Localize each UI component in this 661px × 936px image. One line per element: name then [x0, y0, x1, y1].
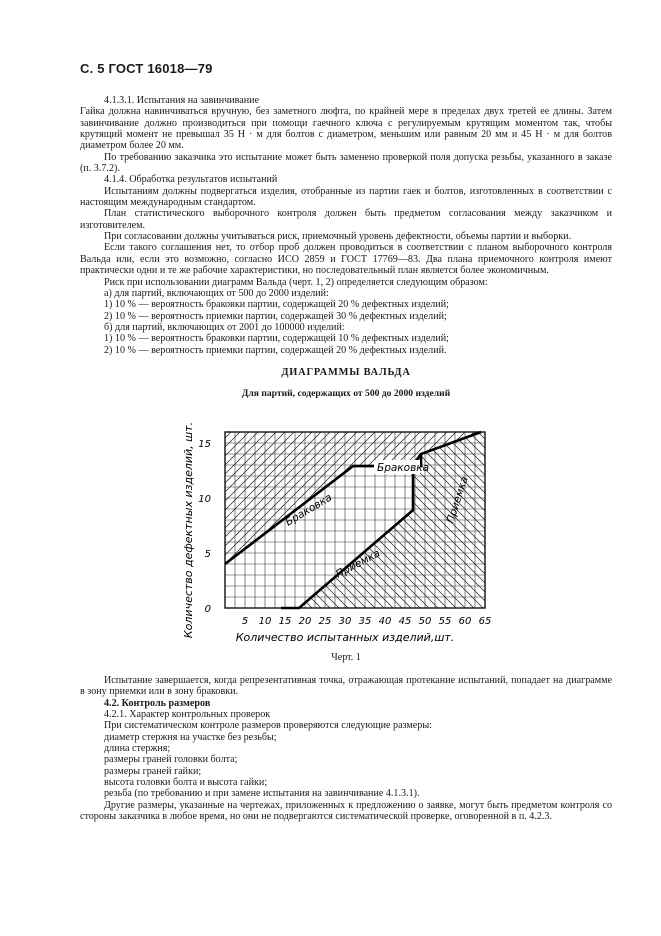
x-tick-label: 65 [478, 616, 492, 627]
paragraph: резьба (по требованию и при замене испытания на завинчивание 4.1.3.1). [104, 788, 420, 800]
paragraph: Если такого соглашения нет, то отбор проб должен проводиться в соответствии с планом выборочного контроля Вальда или, если это возможно, согласно ИСО 2859 и ГОСТ 17769—83. Два плана приемочного контроля имеют практически одни и те же рабочие характеристики, но последовательный план является более экономичным. [80, 242, 612, 277]
x-tick-label: 30 [338, 616, 352, 627]
paragraph: высота головки болта и высота гайки; [104, 777, 268, 789]
text-block-2 [80, 675, 612, 822]
x-tick-label: 50 [418, 616, 432, 627]
y-tick-label: 0 [204, 604, 211, 615]
y-tick-label: 10 [198, 494, 211, 505]
paragraph: 1) 10 % — вероятность браковки партии, содержащей 10 % дефектных изделий; [104, 333, 449, 345]
paragraph: б) для партий, включающих от 2001 до 100000 изделий: [104, 321, 345, 333]
paragraph: Испытаниям должны подвергаться изделия, отобранные из партии гаек и болтов, изготовленных в соответствии с настоящим международным стандартом. [80, 185, 612, 209]
diagram-subtitle: Для партий, содержащих от 500 до 2000 изделий [241, 388, 451, 399]
paragraph: 4.1.4. Обработка результатов испытаний [104, 174, 278, 186]
hatch-line [490, 408, 510, 644]
x-tick-label: 5 [241, 616, 249, 627]
figure-caption: Черт. 1 [331, 652, 361, 663]
x-axis-title: Количество испытанных изделий,шт. [235, 631, 455, 644]
acceptance-label-diagonal: Приемка [333, 547, 383, 581]
hatch-line [508, 408, 510, 644]
x-tick-label: 60 [458, 616, 472, 627]
y-tick-label: 5 [204, 549, 211, 560]
paragraph: 2) 10 % — вероятность приемки партии, содержащей 20 % дефектных изделий. [104, 344, 447, 356]
hatch-line [170, 408, 174, 644]
text-block-1 [80, 95, 612, 356]
x-tick-label: 35 [358, 616, 372, 627]
x-tick-label: 40 [378, 616, 392, 627]
x-tick-label: 20 [298, 616, 312, 627]
diagram-title: ДИАГРАММЫ ВАЛЬДА [281, 367, 411, 378]
paragraph: 4.2.1. Характер контрольных проверок [104, 709, 271, 721]
paragraph: 1) 10 % — вероятность браковки партии, содержащей 20 % дефектных изделий; [104, 299, 449, 311]
paragraph: размеры граней головки болта; [104, 754, 238, 766]
paragraph: 4.1.3.1. Испытания на завинчивание [104, 95, 260, 106]
x-tick-label: 10 [258, 616, 272, 627]
x-tick-label: 45 [398, 616, 412, 627]
hatch-line [499, 408, 510, 644]
paragraph: Другие размеры, указанные на чертежах, приложенных к предложению о заявке, могут быть предметом контроля со стороны заказчика в любое время, но они не подвергаются систематической проверке, оговоренной в п. 4.2.3. [80, 799, 612, 823]
paragraph: По требованию заказчика это испытание может быть заменено проверкой поля допуска резьбы, указанного в заказе (п. 3.7.2). [80, 151, 612, 175]
page-header: С. 5 ГОСТ 16018—79 [80, 61, 213, 76]
y-axis-title: Количество дефектных изделий, шт. [182, 421, 195, 639]
hatch-line [170, 408, 174, 644]
x-tick-label: 25 [318, 616, 332, 627]
hatch-line [508, 408, 510, 644]
paragraph: а) для партий, включающих от 500 до 2000 изделий: [104, 287, 329, 299]
hatch-line [499, 408, 510, 644]
paragraph: Риск при использовании диаграмм Вальда (черт. 1, 2) определяется следующим образом: [104, 276, 488, 288]
paragraph: План статистического выборочного контроля должен быть предметом согласования между заказчиком и изготовителем. [80, 208, 612, 231]
paragraph: 2) 10 % — вероятность приемки партии, содержащей 30 % дефектных изделий; [104, 310, 447, 322]
y-tick-label: 15 [198, 439, 211, 450]
x-tick-label: 15 [278, 616, 292, 627]
paragraph: диаметр стержня на участке без резьбы; [104, 731, 277, 743]
paragraph: Гайка должна навинчиваться вручную, без заметного люфта, по крайней мере в пределах двух третей ее длины. Затем завинчивание должно производиться при помощи гаечного ключа с регулируемым крутящим моментом так, чтобы крутящий момент не превышал 35 Н · м для болтов с диаметром, меньшим или равным 20 мм и 45 Н · м для болтов диаметром более 20 мм. [80, 106, 612, 152]
rejection-label-diagonal: Браковка [283, 491, 335, 529]
x-tick-label: 55 [438, 616, 452, 627]
paragraph: Испытание завершается, когда репрезентативная точка, отражающая протекание испытаний, попадает на диаграмме в зону приемки или в зону браковки. [80, 675, 612, 698]
paragraph: длина стержня; [104, 743, 171, 755]
paragraph: При систематическом контроле размеров проверяются следующие размеры: [104, 720, 432, 732]
paragraph: 4.2. Контроль размеров [104, 697, 211, 709]
rejection-label-top: Браковка [377, 462, 430, 474]
hatch-line [490, 408, 510, 644]
paragraph: При согласовании должны учитываться риск, приемочный уровень дефектности, объемы партии и выборки. [104, 231, 572, 243]
paragraph: размеры граней гайки; [104, 765, 202, 777]
wald-diagram-chart [170, 408, 510, 644]
acceptance-label-vertical: Приемка [444, 475, 471, 525]
